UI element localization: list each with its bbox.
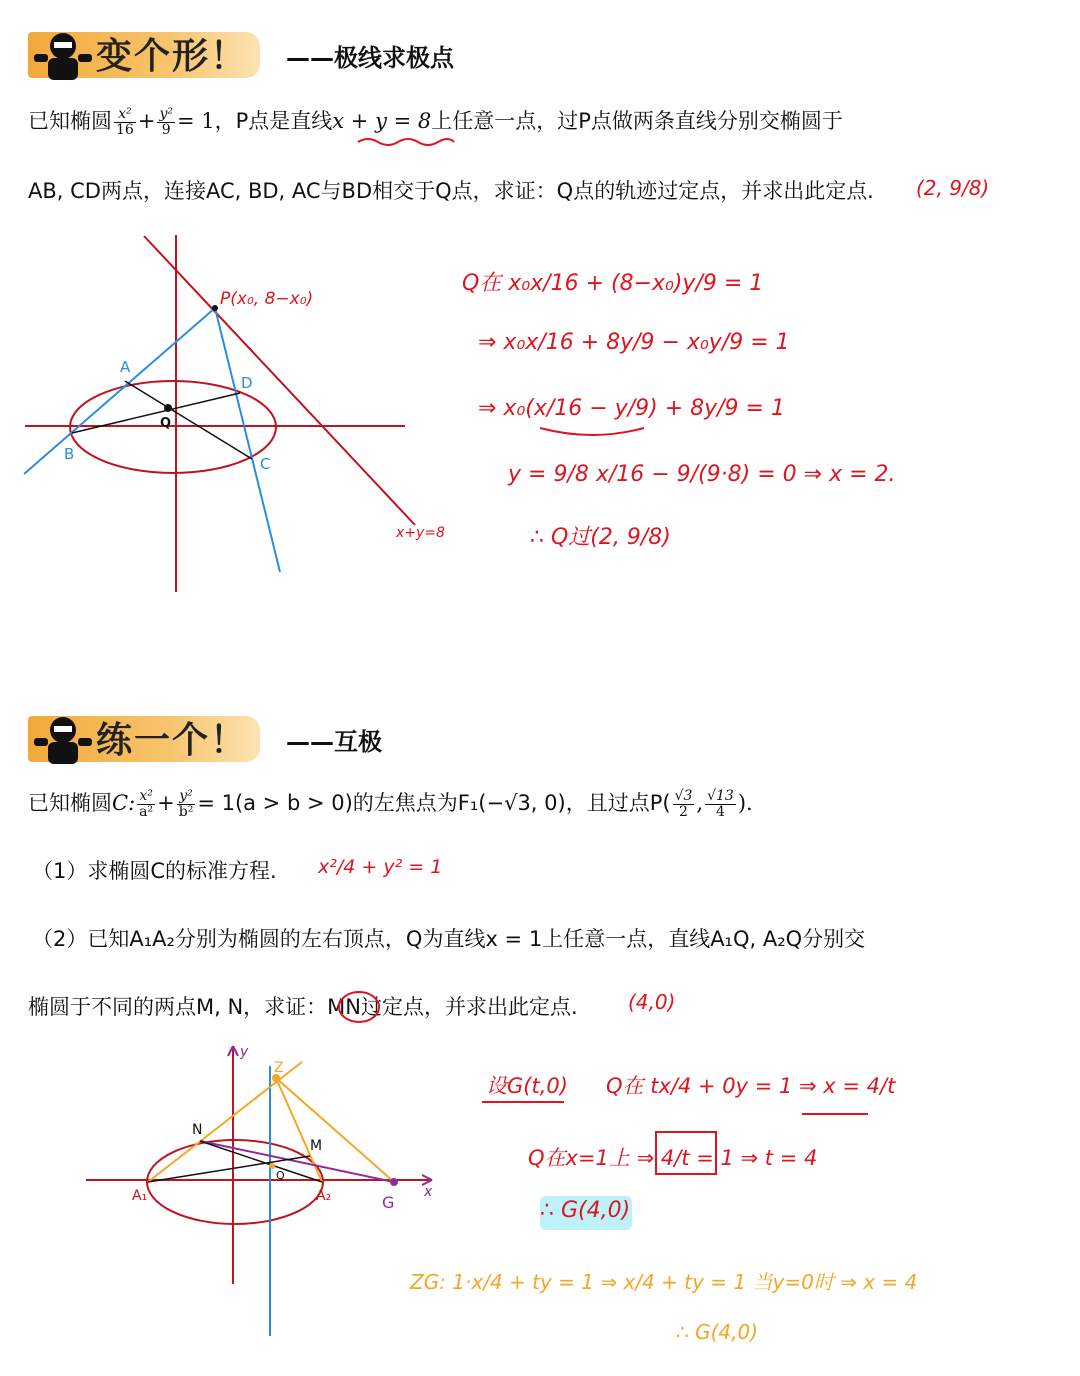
fraction: $\frac{\text{x²}}{16}$ <box>116 106 134 138</box>
fraction: $\frac{√13}{4}$ <box>707 788 734 820</box>
circle-mark <box>336 990 382 1024</box>
label-G: G <box>382 1193 395 1212</box>
work1-line5: ∴ Q过(2, 9/8) <box>530 525 671 550</box>
label-Q: Q <box>276 1169 285 1182</box>
figure2 <box>80 1036 440 1336</box>
problem2-q3: 椭圆于不同的两点M, N，求证：MN过定点，并求出此定点. <box>28 995 578 1019</box>
fraction: $\frac{\text{x²}}{\text{a²}}$ <box>139 788 154 820</box>
work2-line1a: 设G(t,0) <box>486 1074 568 1098</box>
work1-line4: y = 9/8 x/16 − 9/(9·8) = 0 ⇒ x = 2. <box>508 462 896 487</box>
line-ZG <box>276 1078 394 1182</box>
fraction: $\frac{\text{y²}}{9}$ <box>159 106 173 138</box>
label-line: x+y=8 <box>396 525 445 541</box>
line-AC <box>125 381 252 459</box>
work1-line2: ⇒ x₀x/16 + 8y/9 − x₀y/9 = 1 <box>478 330 790 355</box>
line-A1M <box>148 1156 310 1182</box>
line-NA2 <box>200 1141 322 1182</box>
point-G <box>390 1178 398 1186</box>
problem2-q1: （1）求椭圆C的标准方程. <box>32 859 277 883</box>
line-MN <box>200 1141 394 1182</box>
line-PB <box>24 308 215 474</box>
point-P <box>212 305 218 311</box>
label-A: A <box>120 358 131 376</box>
problem2-q2: （2）已知A₁A₂分别为椭圆的左右顶点，Q为直线x = 1上任意一点，直线A₁Q, A₂Q分别交 <box>32 927 866 951</box>
label-y: y <box>240 1044 249 1060</box>
label-N: N <box>192 1122 203 1138</box>
answer1: (2, 9/8) <box>916 176 990 200</box>
work2-line1b: Q在 tx/4 + 0y = 1 ⇒ x = 4/t <box>606 1074 896 1098</box>
problem1-line1: 已知椭圆 $\frac{\text{x²}}{16}$ + $\frac{\text{y²}}{9}$ = 1，P点是直线x + y = 8上任意一点，过P点做两条直线分别交椭圆于 <box>28 106 843 138</box>
underline <box>480 1098 566 1106</box>
underline <box>800 1110 870 1118</box>
mascot-icon <box>30 28 96 82</box>
label-Q: Q <box>160 416 172 431</box>
label-Z: Z <box>274 1060 284 1076</box>
work2-line2: Q在x=1上 ⇒ 4/t = 1 ⇒ t = 4 <box>528 1146 818 1170</box>
underline-bracket <box>538 426 648 440</box>
label-A2: A₂ <box>316 1188 332 1204</box>
figure1 <box>20 230 460 600</box>
fraction: $\frac{\text{y²}}{\text{b²}}$ <box>178 788 194 820</box>
work2-line4: ZG: 1·x/4 + ty = 1 ⇒ x/4 + ty = 1 当y=0时 ⇒ x = 4 <box>410 1270 918 1294</box>
section2-title: 练一个！ <box>96 720 249 761</box>
wavy-underline <box>356 136 456 148</box>
work2-line5: ∴ G(4,0) <box>676 1320 758 1344</box>
line-equation: x + y = 8 <box>332 109 432 133</box>
point-Q <box>269 1163 275 1169</box>
problem1-line2: AB, CD两点，连接AC, BD, AC与BD相交于Q点，求证：Q点的轨迹过定点，并求出此定点. <box>28 179 874 203</box>
box-mark <box>654 1130 718 1176</box>
mascot-icon <box>30 712 96 766</box>
section1-subtitle: ——极线求极点 <box>286 44 454 72</box>
label-A1: A₁ <box>132 1188 148 1204</box>
section1-title: 变个形！ <box>96 36 249 77</box>
work1-line3: ⇒ x₀(x/16 − y/9) + 8y/9 = 1 <box>478 396 785 421</box>
section1-banner <box>0 22 600 82</box>
label-D: D <box>241 374 253 392</box>
label-x: x <box>424 1184 433 1200</box>
section2-banner <box>0 706 600 766</box>
label-M: M <box>310 1138 323 1154</box>
work2-line3: ∴ G(4,0) <box>540 1198 631 1223</box>
label-C: C <box>260 455 271 473</box>
work1-line1: Q在 x₀x/16 + (8−x₀)y/9 = 1 <box>462 271 764 296</box>
fraction: $\frac{√3}{2}$ <box>674 788 693 820</box>
answer2-1: x²/4 + y² = 1 <box>318 856 443 878</box>
problem2-line1: 已知椭圆C: $\frac{\text{x²}}{\text{a²}}$ + $\frac{\text{y²}}{\text{b²}}$ = 1(a > b > 0)的左焦点为F₁(−√3, 0)，且过点P( $\frac{√3}{2}$ , $\frac{√13}{4}$ ). <box>28 788 753 820</box>
section2-subtitle: ——互极 <box>286 728 382 756</box>
label-P: P(x₀, 8−x₀) <box>220 289 314 309</box>
point-Q <box>164 404 172 412</box>
answer2-2: (4,0) <box>628 990 676 1014</box>
line-A2Z <box>276 1078 322 1182</box>
label-B: B <box>64 445 75 463</box>
